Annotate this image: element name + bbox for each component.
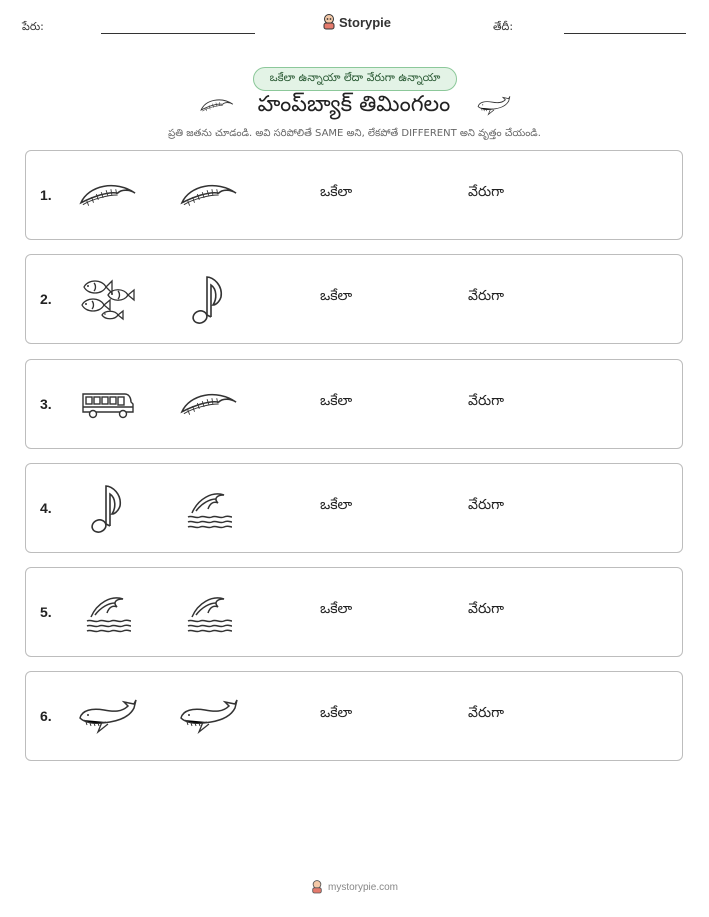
same-option[interactable]: ఒకేలా	[320, 288, 353, 304]
pair-row-5	[25, 567, 683, 657]
row-number: 5.	[40, 604, 52, 620]
row-number: 1.	[40, 187, 52, 203]
different-option[interactable]: వేరుగా	[468, 288, 504, 304]
footer	[0, 880, 709, 894]
pair-left-image	[78, 273, 138, 327]
pair-right-image	[179, 482, 239, 536]
row-number: 3.	[40, 396, 52, 412]
pair-left-image	[78, 378, 138, 432]
storypie-mascot-icon	[322, 14, 336, 30]
different-option[interactable]: వేరుగా	[468, 393, 504, 409]
worksheet-type-badge: ఒకేలా ఉన్నాయా లేదా వేరుగా ఉన్నాయా	[253, 67, 457, 91]
different-option[interactable]: వేరుగా	[468, 497, 504, 513]
instructions: ప్రతి జతను చూడండి. అవి సరిపోలితే SAME అని, లేకపోతే DIFFERENT అని వృత్తం చేయండి.	[168, 128, 541, 139]
storypie-mascot-icon	[311, 880, 323, 894]
different-option[interactable]: వేరుగా	[468, 601, 504, 617]
brand-logo	[322, 14, 391, 30]
pair-right-image	[179, 690, 239, 744]
same-option[interactable]: ఒకేలా	[320, 393, 353, 409]
pair-row-4	[25, 463, 683, 553]
pair-right-image	[179, 586, 239, 640]
same-option[interactable]: ఒకేలా	[320, 705, 353, 721]
pair-row-2	[25, 254, 683, 344]
baleen-icon	[79, 179, 137, 213]
different-option[interactable]: వేరుగా	[468, 705, 504, 721]
row-number: 2.	[40, 291, 52, 307]
same-option[interactable]: ఒకేలా	[320, 184, 353, 200]
name-field[interactable]	[101, 33, 255, 34]
footer-url: mystorypie.com	[327, 881, 398, 893]
row-number: 4.	[40, 500, 52, 516]
different-option[interactable]: వేరుగా	[468, 184, 504, 200]
pair-right-image	[179, 378, 239, 432]
pair-row-1	[25, 150, 683, 240]
brand-name: Storypie	[339, 14, 392, 30]
pair-row-3	[25, 359, 683, 449]
same-option[interactable]: ఒకేలా	[320, 601, 353, 617]
pair-left-image	[78, 169, 138, 223]
pair-left-image	[78, 482, 138, 536]
fish-school-icon	[80, 275, 136, 325]
baleen-icon	[180, 388, 238, 422]
same-option[interactable]: ఒకేలా	[320, 497, 353, 513]
music-note-icon	[191, 273, 227, 327]
wave-icon	[83, 593, 133, 633]
page-title: హంప్‌బ్యాక్ తిమింగలం	[257, 92, 451, 117]
title-row	[0, 92, 709, 122]
name-label: పేరు:	[22, 20, 44, 33]
baleen-icon	[200, 96, 234, 116]
row-number: 6.	[40, 708, 52, 724]
pair-left-image	[78, 690, 138, 744]
date-field[interactable]	[564, 33, 686, 34]
wave-icon	[184, 593, 234, 633]
pair-right-image	[179, 273, 239, 327]
pair-left-image	[78, 586, 138, 640]
whale-icon	[477, 95, 511, 117]
wave-icon	[184, 489, 234, 529]
music-note-icon	[90, 482, 126, 536]
baleen-icon	[180, 179, 238, 213]
header	[0, 12, 709, 40]
whale-icon	[78, 698, 138, 736]
whale-icon	[179, 698, 239, 736]
bus-icon	[81, 390, 135, 420]
pair-right-image	[179, 169, 239, 223]
pair-row-6	[25, 671, 683, 761]
date-label: తేదీ:	[493, 20, 514, 33]
